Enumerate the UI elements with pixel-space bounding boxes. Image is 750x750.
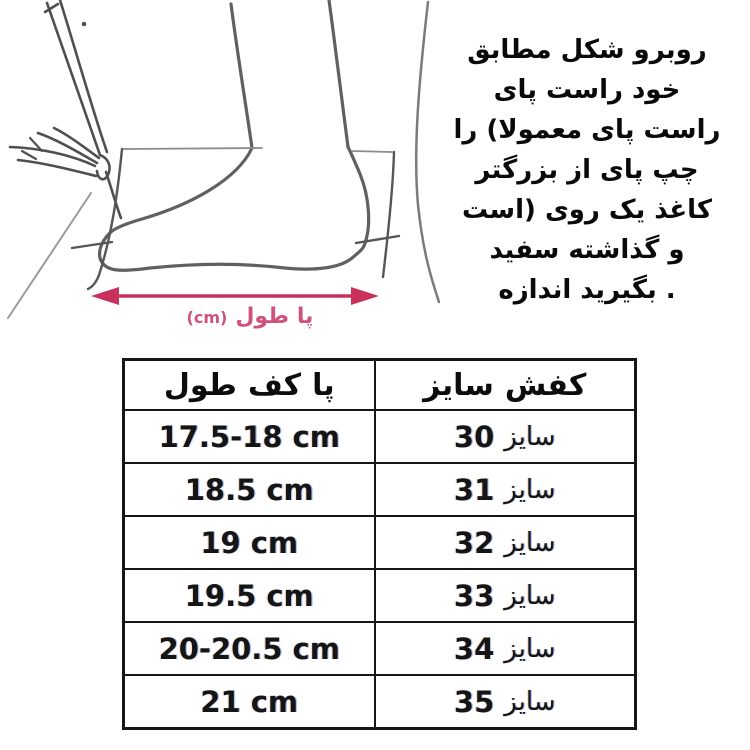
pencil-icon [47,3,100,155]
foot-measurement-sketch [0,0,440,345]
foot-outline-drawing [100,0,439,302]
arrow-head-left [91,287,119,305]
size-number: 34 [453,631,495,666]
shoe-size-cell [375,622,636,675]
length-column-header: طول کف پا [124,360,375,411]
unit-cm: (cm) [186,307,228,327]
size-number: 35 [453,684,495,719]
finger-line [10,147,95,166]
instruction-line: اندازه بگیرید . [498,275,676,305]
sole-line [100,246,364,270]
size-number: 33 [453,578,495,613]
instruction-line: را (معمولا پای راست [453,115,721,145]
size-number: 32 [453,525,495,560]
table-row [124,622,636,675]
paper-edge-line [8,193,91,318]
size-number: 30 [453,419,495,454]
heel-guide-line [352,151,392,152]
shoe-size-cell [375,675,636,729]
heel-tick [356,236,399,243]
ink-dot [82,22,87,27]
size-word: سایز [504,686,556,717]
heel-line [348,147,369,246]
instruction-line: پای راست خود [493,75,681,105]
size-word: سایز [504,527,556,558]
size-word: سایز [504,421,556,452]
top-guide-line [122,148,262,149]
table-row [124,410,636,463]
foot-length-cell: 20-20.5 cm [124,622,375,675]
shoe-size-cell [375,410,636,463]
foot-length-cell: 21 cm [124,675,375,729]
instep-line [112,148,252,231]
toe-measure-line [88,149,122,289]
shoe-size-cell [375,516,636,569]
shoe-size-cell [375,569,636,622]
size-column-header: سایز کفش [375,360,636,411]
size-word: سایز [504,474,556,505]
foot-length-label: (cm) طول پا [186,303,314,329]
size-word: سایز [504,580,556,611]
foot-length-cell: 19.5 cm [124,569,375,622]
heel-measure-line [383,152,394,277]
instruction-line: مطابق شکل روبرو [467,35,707,65]
foot-length-cell: 18.5 cm [124,463,375,516]
measurement-instructions [426,30,748,310]
leg-front-line [231,4,252,148]
hand-and-pen-drawing [10,0,121,218]
table-row [124,516,636,569]
instruction-line: است) روی یک کاغذ [462,195,712,225]
foot-length-cell: 19 cm [124,516,375,569]
instruction-line: بزرگتر از پای چپ [475,155,699,185]
leg-back-line [329,0,348,147]
finger-line [38,133,97,163]
table-row [124,675,636,729]
foot-length-cell: 17.5-18 cm [124,410,375,463]
table-row [124,569,636,622]
size-word: سایز [504,633,556,664]
header-row [124,360,636,411]
size-number: 31 [453,472,495,507]
table-row [124,463,636,516]
size-chart-table [122,358,637,730]
instruction-line: سفید گذاشته و [489,235,685,265]
shoe-size-cell [375,463,636,516]
